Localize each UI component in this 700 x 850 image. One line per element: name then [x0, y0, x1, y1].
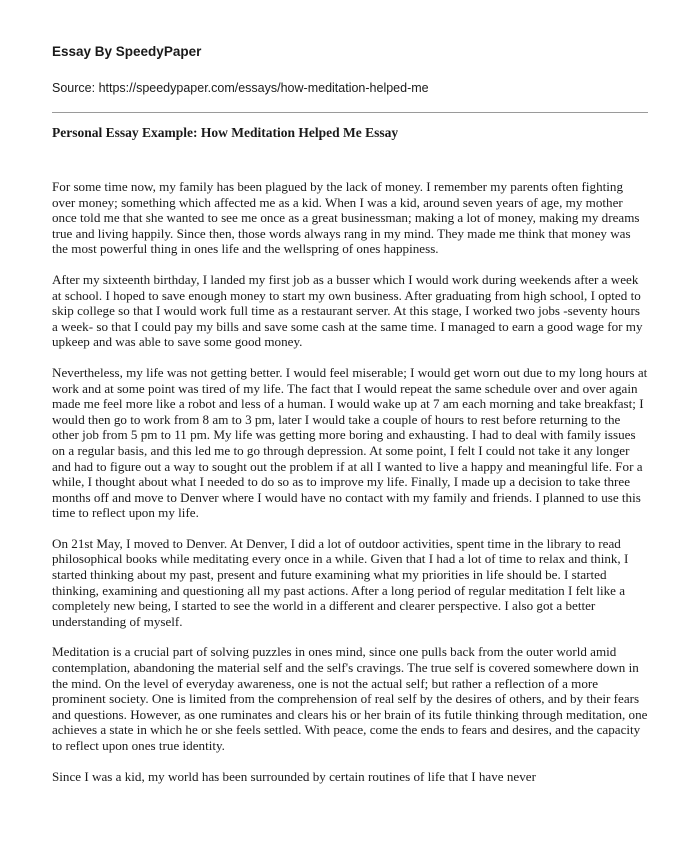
- essay-paragraph: After my sixteenth birthday, I landed my first job as a busser which I would work during weekends after a week at school. I hoped to save enough money to start my own business. After graduating from high school, I opted to skip college so that I would work full time as a restaurant server. At this stage, I worked two jobs -seventy hours a week- so that I could pay my bills and save some cash at the same time. I managed to earn a good wage for my upkeep and was able to save some good money.: [52, 271, 643, 350]
- essay-paragraph: For some time now, my family has been plagued by the lack of money. I remember my parents often fighting over money; something which affected me as a kid. When I was a kid, around seven years of age, my mother once told me that she wanted to see me once as a great businessman; making a lot of money, making my dreams true and living happily. Since then, those words always rang in my mind. They made me think that money was the most powerful thing in ones life and the wellspring of ones happiness.: [52, 179, 640, 257]
- essay-title: Personal Essay Example: How Meditation Helped Me Essay: [52, 125, 399, 140]
- source-line: [52, 80, 648, 96]
- source-label: Source:: [52, 81, 99, 95]
- header-divider: [52, 112, 648, 113]
- essay-paragraph: Since I was a kid, my world has been surrounded by certain routines of life that I have never: [52, 768, 536, 784]
- essay-paragraph: Nevertheless, my life was not getting better. I would feel miserable; I would get worn out due to my long hours at work and at some point was tired of my life. The fact that I would repeat the same schedule over and over again made me feel more like a robot and less of a human. I would wake up at 7 am each morning and take breakfast; I would then go to work from 8 am to 3 pm, later I would take a couple of hours to rest before returning to the other job from 5 pm to 11 pm. My life was getting more boring and exhausting. I had to deal with family issues on a regular basis, and this led me to go through depression. At some point, I felt I could not take it any longer and had to figure out a way to sought out the problem if at all I wanted to live a happy and meaningful life. For a while, I thought about what I needed to do so as to improve my life. Finally, I made up a decision to take three months off and move to Denver where I would have no contact with my family and friends. I planned to use this time to reflect upon my life.: [52, 364, 648, 521]
- document-header-title: Essay By SpeedyPaper: [52, 44, 202, 59]
- essay-paragraph: Meditation is a crucial part of solving puzzles in ones mind, since one pulls back from the outer world amid contemplation, abandoning the material self and the self's cravings. The true self is covered somewhere down in the mind. On the level of everyday awareness, one is not the actual self; but rather a reflection of a more prominent society. One is limited from the comprehension of real self by the desires of others, and by their fears and questions. However, as one ruminates and clears his or her brain of its futile thinking through meditation, one achieves a state in which he or she feels settled. With peace, come the ends to fears and desires, and the capacity to reflect upon ones true identity.: [52, 644, 648, 753]
- essay-body: [52, 179, 648, 784]
- source-url: https://speedypaper.com/essays/how-meditation-helped-me: [98, 81, 429, 95]
- essay-paragraph: On 21st May, I moved to Denver. At Denver, I did a lot of outdoor activities, spent time in the library to read philosophical books while meditating every once in a while. Given that I had a lot of time to relax and think, I started thinking about my past, present and future examining what my priorities in life should be. I started thinking, examining and questioning all my past actions. After a long period of regular meditation I felt like a completely new being, I started to see the world in a different and clearer perspective. I also got a better understanding of myself.: [52, 535, 629, 629]
